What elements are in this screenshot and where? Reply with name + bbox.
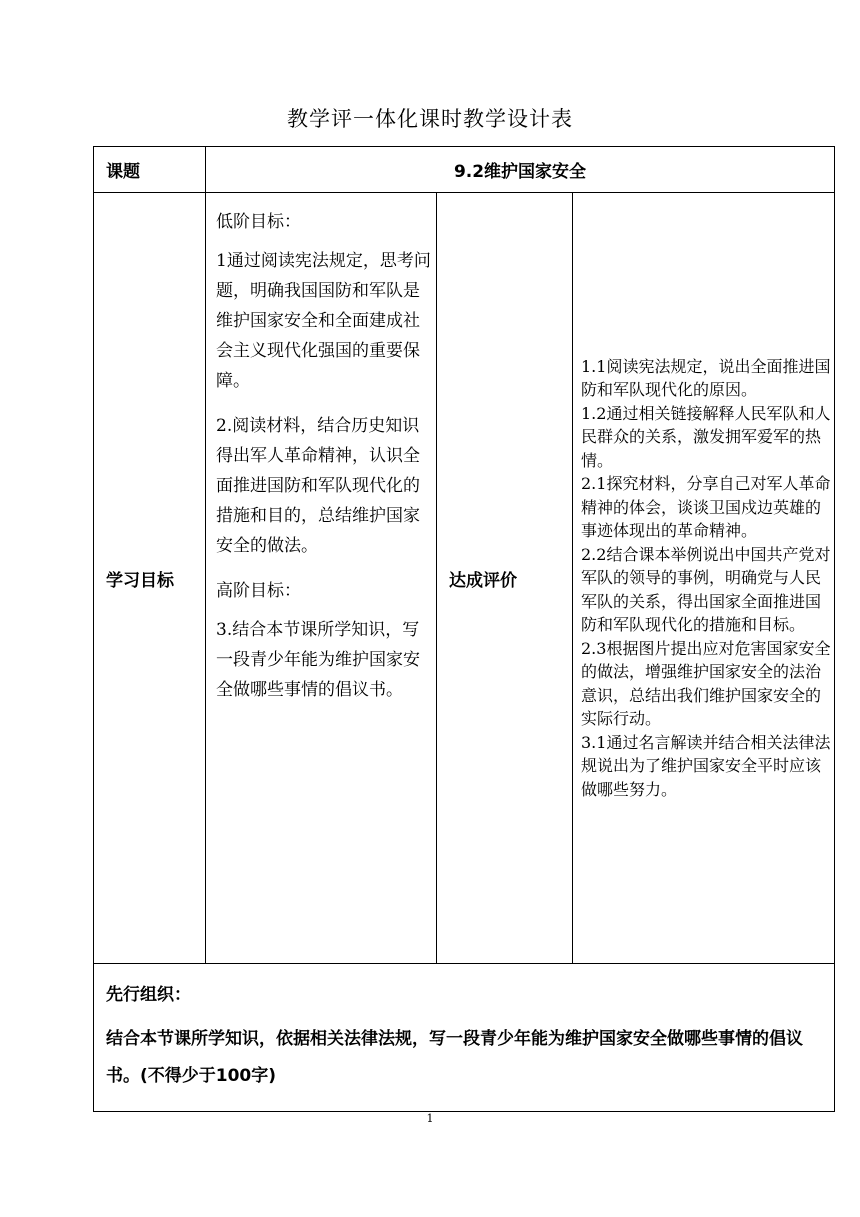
advance-organizer-row [94, 964, 835, 1112]
evaluation-item: 2.1探究材料，分享自己对军人革命精神的体会，谈谈卫国戍边英雄的事迹体现出的革命精神。 [581, 474, 831, 541]
evaluation-label: 达成评价 [437, 193, 573, 964]
topic-label: 课题 [94, 147, 206, 193]
advance-organizer-text: 结合本节课所学知识，依据相关法律法规，写一段青少年能为维护国家安全做哪些事情的倡议书。(不得少于100字) [106, 1029, 803, 1086]
goal-item: 高阶目标： [216, 581, 301, 601]
goals-row [94, 193, 835, 964]
advance-organizer-cell [94, 964, 835, 1112]
document-title: 教学评一体化课时教学设计表 [287, 107, 573, 131]
evaluation-cell [573, 193, 835, 964]
evaluation-item: 2.2结合课本举例说出中国共产党对军队的领导的事例，明确党与人民军队的关系，得出国家全面推进国防和军队现代化的措施和目标。 [581, 544, 831, 635]
page-number: 1 [426, 1112, 434, 1125]
lesson-design-table [93, 146, 835, 1112]
topic-value: 9.2维护国家安全 [206, 147, 835, 193]
advance-organizer-label: 先行组织： [106, 985, 191, 1005]
goals-label: 学习目标 [94, 193, 206, 964]
evaluation-item: 1.2通过相关链接解释人民军队和人民群众的关系，激发拥军爱军的热情。 [581, 403, 831, 470]
evaluation-item: 2.3根据图片提出应对危害国家安全的做法，增强维护国家安全的法治意识，总结出我们维护国家安全的实际行动。 [581, 638, 831, 729]
goal-item: 1通过阅读宪法规定，思考问题，明确我国国防和军队是维护国家安全和全面建成社会主义现代化强国的重要保障。 [216, 251, 431, 391]
evaluation-item: 3.1通过名言解读并结合相关法律法规说出为了维护国家安全平时应该做哪些努力。 [581, 732, 831, 799]
goal-item: 2.阅读材料，结合历史知识得出军人革命精神，认识全面推进国防和军队现代化的措施和目的，总结维护国家安全的做法。 [216, 416, 420, 556]
goals-cell [206, 193, 437, 964]
evaluation-item: 1.1阅读宪法规定，说出全面推进国防和军队现代化的原因。 [581, 356, 831, 400]
goal-item: 3.结合本节课所学知识，写一段青少年能为维护国家安全做哪些事情的倡议书。 [216, 620, 420, 700]
goal-item: 低阶目标： [216, 212, 301, 232]
topic-row [94, 147, 835, 193]
